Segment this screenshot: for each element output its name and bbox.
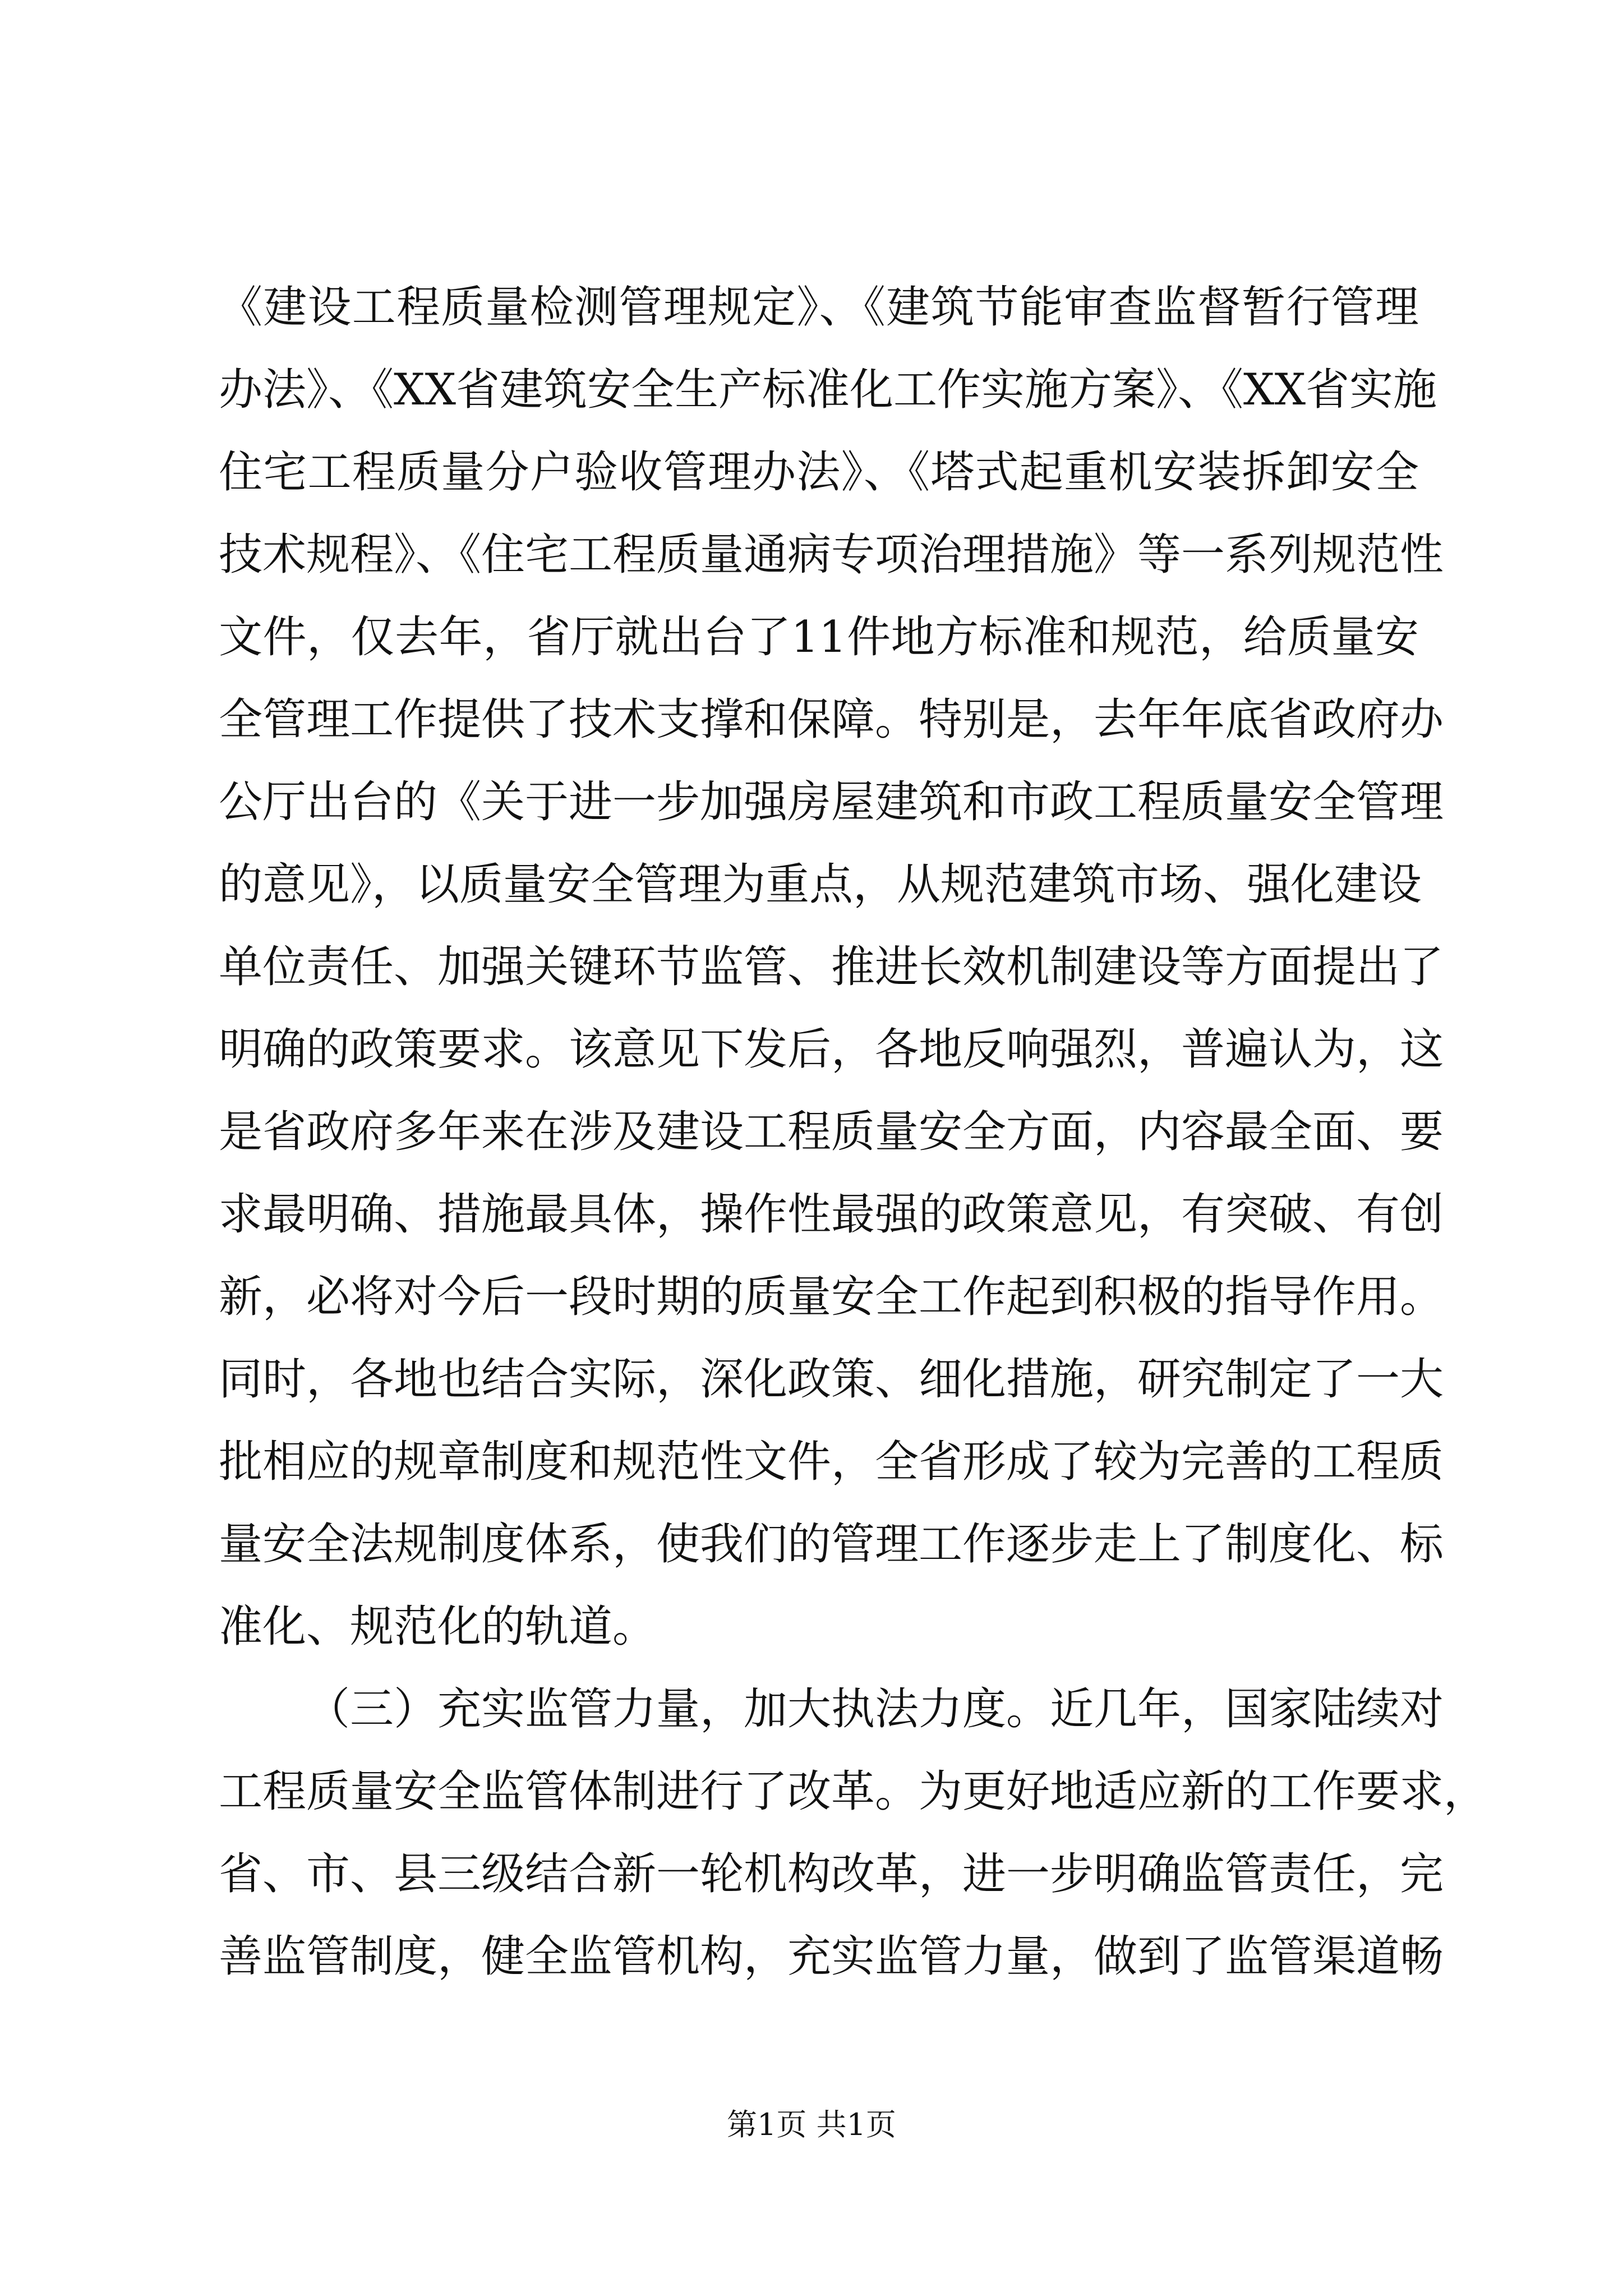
text-line: 同时，各地也结合实际，深化政策、细化措施，研究制定了一大	[219, 1354, 1444, 1405]
text-line: 单位责任、加强关键环节监管、推进长效机制建设等方面提出了	[219, 942, 1444, 992]
text-line: 批相应的规章制度和规范性文件，全省形成了较为完善的工程质	[219, 1437, 1444, 1487]
text-line: 文件，仅去年，省厅就出台了11件地方标准和规范，给质量安	[219, 612, 1419, 662]
page-footer	[0, 2101, 1623, 2144]
section-heading-line: （三）充实监管力量，加大执法力度。近几年，国家陆续对	[306, 1684, 1444, 1734]
text-line: 住宅工程质量分户验收管理办法》、《塔式起重机安装拆卸安全	[219, 447, 1419, 498]
text-line: 新，必将对今后一段时期的质量安全工作起到积极的指导作用。	[219, 1272, 1444, 1322]
text-line: 量安全法规制度体系，使我们的管理工作逐步走上了制度化、标	[219, 1519, 1444, 1570]
text-line: 全管理工作提供了技术支撑和保障。特别是，去年年底省政府办	[219, 694, 1444, 745]
text-line: 善监管制度，健全监管机构，充实监管力量，做到了监管渠道畅	[219, 1931, 1444, 1982]
text-line: 办法》、《XX省建筑安全生产标准化工作实施方案》、《XX省实施	[219, 365, 1437, 415]
text-line: 求最明确、措施最具体，操作性最强的政策意见，有突破、有创	[219, 1189, 1444, 1240]
text-line: 公厅出台的《关于进一步加强房屋建筑和市政工程质量安全管理	[219, 777, 1444, 827]
text-line: 《建设工程质量检测管理规定》、《建筑节能审查监督暂行管理	[219, 282, 1419, 333]
text-line: 省、市、县三级结合新一轮机构改革，进一步明确监管责任，完	[219, 1849, 1444, 1899]
text-line: 是省政府多年来在涉及建设工程质量安全方面，内容最全面、要	[219, 1107, 1444, 1157]
text-line: 的意见》，以质量安全管理为重点，从规范建筑市场、强化建设	[219, 859, 1422, 910]
text-line: 工程质量安全监管体制进行了改革。为更好地适应新的工作要求，	[219, 1766, 1488, 1817]
page-number: 第1页 共1页	[727, 2107, 896, 2142]
text-line: 准化、规范化的轨道。	[219, 1602, 657, 1652]
text-line: 明确的政策要求。该意见下发后，各地反响强烈，普遍认为，这	[219, 1024, 1444, 1075]
text-line: 技术规程》、《住宅工程质量通病专项治理措施》等一系列规范性	[219, 530, 1444, 580]
body-text	[219, 266, 1488, 1998]
